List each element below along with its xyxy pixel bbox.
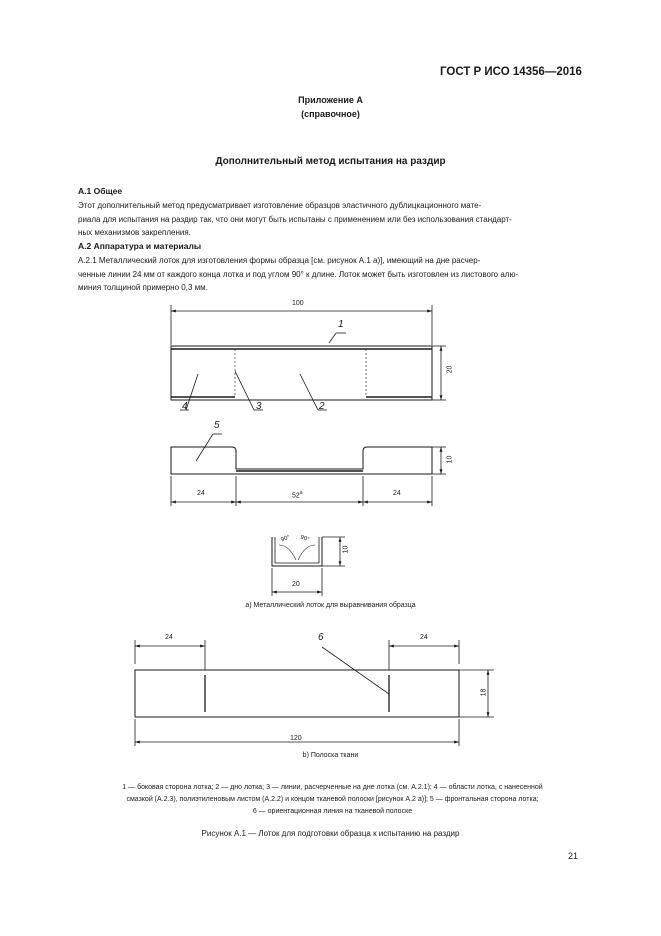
standard-designation: ГОСТ Р ИСО 14356—2016 xyxy=(440,66,582,78)
callout-4: 4 xyxy=(182,401,188,412)
callout-3: 3 xyxy=(256,401,262,412)
main-title: Дополнительный метод испытания на раздир xyxy=(215,156,446,167)
callout-6: 6 xyxy=(318,632,324,643)
angle-left: 90° xyxy=(280,534,291,544)
caption-b: b) Полоска ткани xyxy=(302,752,359,759)
dim-strip-right: 24 xyxy=(420,634,428,641)
callout-1: 1 xyxy=(338,319,344,330)
dim-strip-length: 120 xyxy=(290,735,302,742)
dim-side-right: 24 xyxy=(393,490,401,497)
callout-5: 5 xyxy=(214,420,220,431)
tray-side-view xyxy=(171,434,446,506)
dim-side-mid-note: a xyxy=(299,490,303,496)
dim-strip-height: 18 xyxy=(480,688,488,697)
angle-right: 90° xyxy=(299,534,310,544)
section-a1-heading: А.1 Общее xyxy=(78,186,123,196)
figure-title: Рисунок А.1 — Лоток для подготовки образца к испытанию на раздир xyxy=(201,829,460,838)
dim-end-height: 10 xyxy=(342,545,350,554)
tray-end-view xyxy=(272,534,345,596)
section-a2-heading: А.2 Аппаратура и материалы xyxy=(78,241,202,251)
callout-2: 2 xyxy=(319,401,325,412)
text-line: миния толщиной примерно 0,3 мм. xyxy=(78,283,208,292)
text-line: ченные линии 24 мм от каждого конца лотка и под углом 90° к длине. Лоток может быть изготовлен из листового алю- xyxy=(78,269,519,279)
caption-a: а) Металлический лоток для выравнивания образца xyxy=(245,602,416,609)
dim-side-mid xyxy=(292,490,303,499)
text-line: ных механизмов закрепления. xyxy=(78,228,191,237)
dim-height: 20 xyxy=(446,365,454,374)
annex-subtitle: (справочное) xyxy=(301,109,360,119)
page-number: 21 xyxy=(568,851,579,861)
dim-side-left: 24 xyxy=(197,490,205,497)
text-line: А.2.1 Металлический лоток для изготовления формы образца [см. рисунок А.1 а)], имеющий на дне расчер- xyxy=(78,256,481,265)
dim-side-mid-value: 52 xyxy=(292,492,300,500)
dim-length: 100 xyxy=(292,300,304,307)
legend-line: 6 — ориентационная линия на тканевой полоске xyxy=(252,808,413,815)
legend-line: смазкой (А.2.3), полиэтиленовым листом (А.2.2) и концом тканевой полоски [рисунок А.2 а)]; 5 — фронтальная сторона лотка; xyxy=(126,796,539,803)
tray-top-view xyxy=(171,305,446,410)
fabric-strip xyxy=(135,640,494,746)
figure-legend xyxy=(45,782,620,818)
annex-title: Приложение А xyxy=(298,95,363,105)
text-line: риала для испытания на раздир так, что они могут быть испытаны с применением или без использования стандарт- xyxy=(78,214,512,224)
dim-side-height: 10 xyxy=(446,455,454,464)
dim-end-width: 20 xyxy=(292,581,300,588)
text-line: Этот дополнительный метод предусматривает изготовление образцов эластичного дублицкационного мате- xyxy=(78,201,482,210)
legend-line: 1 — боковая сторона лотка; 2 — дно лотка; 3 — линии, расчерченные на дне лотка (см. А.2.1); 4 — области лотка, с нанесенной xyxy=(122,784,543,791)
dim-strip-left: 24 xyxy=(165,634,173,641)
